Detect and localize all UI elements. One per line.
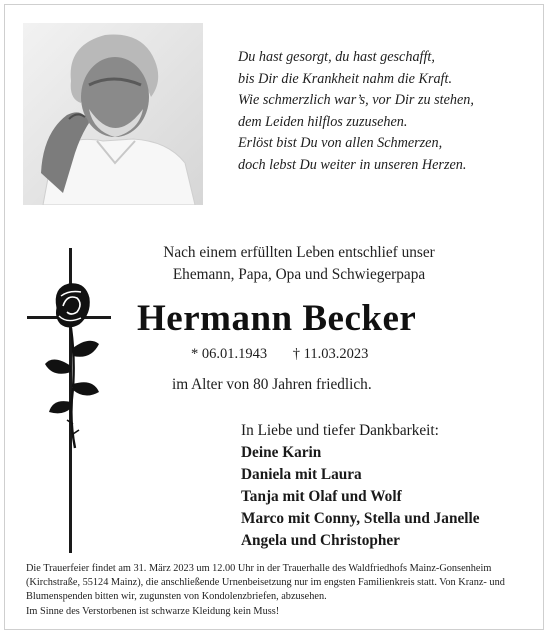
- intro-line-2: Ehemann, Papa, Opa und Schwiegerpapa: [172, 266, 426, 283]
- poem-line: Du hast gesorgt, du hast geschafft,: [238, 49, 435, 65]
- cross-with-rose-graphic: [23, 248, 113, 553]
- poem-line: doch lebst Du weiter in unseren Herzen.: [238, 156, 467, 173]
- mourner-name: Daniela mit Laura: [241, 466, 362, 483]
- poem-line: bis Dir die Krankheit nahm die Kraft.: [238, 70, 452, 87]
- poem: [238, 47, 474, 177]
- mourner-name: Tanja mit Olaf und Wolf: [241, 488, 402, 505]
- funeral-notice: [26, 562, 536, 619]
- age-line: im Alter von 80 Jahren friedlich.: [172, 376, 372, 393]
- portrait-photo-image: [23, 23, 203, 205]
- mourner-name: Angela und Christopher: [241, 532, 400, 549]
- mourner-name: Marco mit Conny, Stella und Janelle: [241, 510, 480, 527]
- mourners-block: [241, 420, 480, 552]
- death-date: † 11.03.2023: [292, 346, 369, 362]
- poem-line: dem Leiden hilflos zuzusehen.: [238, 113, 408, 130]
- funeral-notice-text: Die Trauerfeier findet am 31. März 2023 um 12.00 Uhr in der Trauerhalle des Waldfriedhofs Mainz-Gonsenheim (Kirchstraße, 55124 Mainz), die anschließende Urnenbeisetzung nur im engsten Familienkreis statt. Von Kranz- und Blumenspenden bitten wir, zugunsten von Kondolenzbriefen, abzusehen.: [26, 563, 505, 603]
- life-dates: [191, 346, 368, 363]
- obituary-card: [4, 4, 544, 630]
- deceased-name: Hermann Becker: [137, 298, 417, 339]
- poem-line: Erlöst bist Du von allen Schmerzen,: [238, 135, 443, 152]
- mourner-name: Deine Karin: [241, 444, 322, 461]
- mourners-heading: In Liebe und tiefer Dankbarkeit:: [241, 422, 439, 439]
- intro-line-1: Nach einem erfüllten Leben entschlief unser: [163, 244, 435, 261]
- dress-code-note: Im Sinne des Verstorbenen ist schwarze Kleidung kein Muss!: [26, 605, 280, 617]
- portrait-photo: [23, 23, 203, 205]
- cross-with-rose-icon: [23, 248, 113, 553]
- birth-date: * 06.01.1943: [191, 346, 268, 362]
- poem-line: Wie schmerzlich war’s, vor Dir zu stehen,: [238, 92, 474, 109]
